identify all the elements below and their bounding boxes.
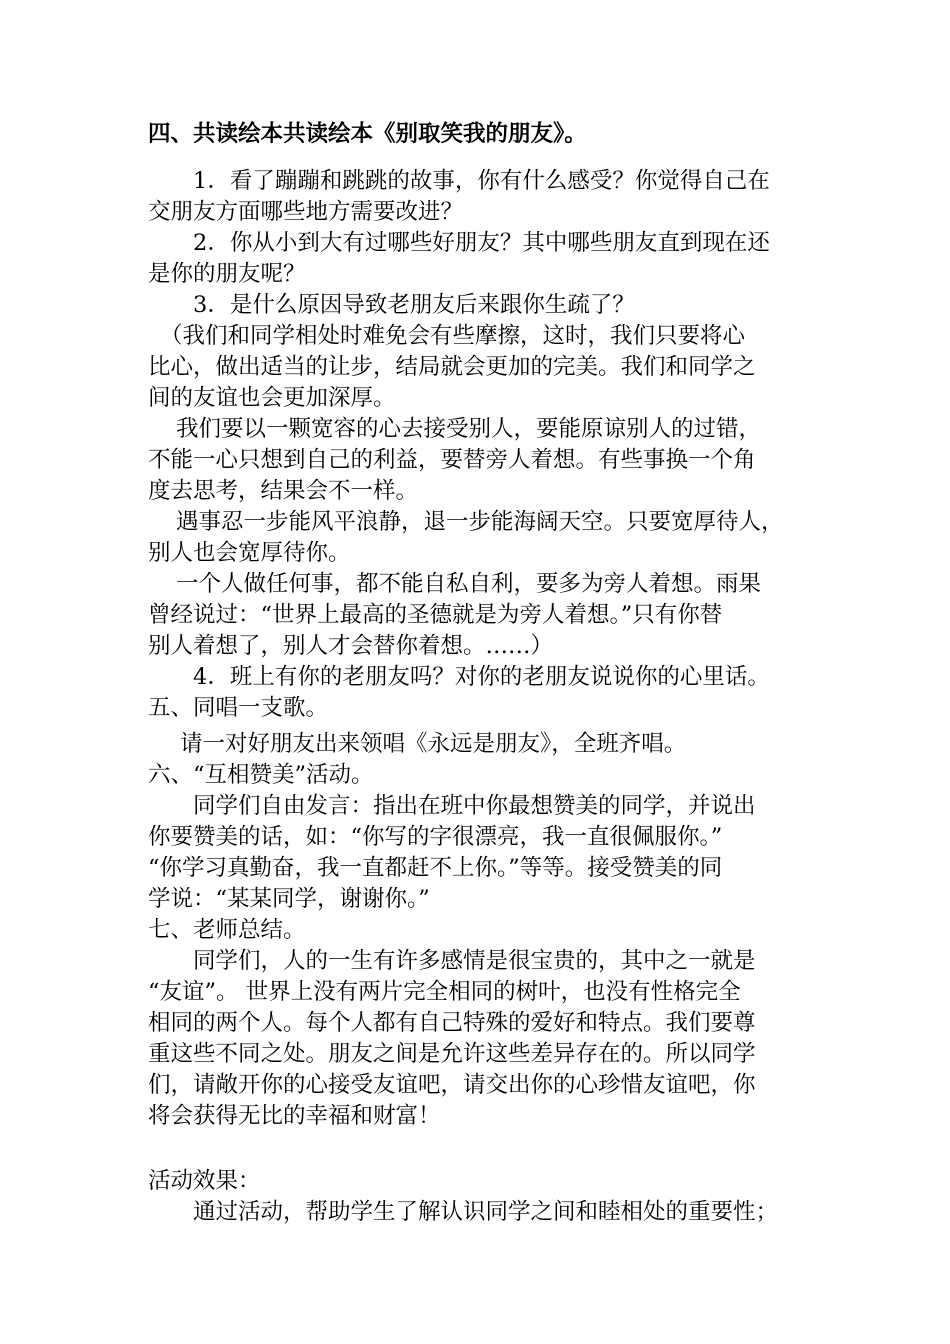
paragraph-1-line-2: 比心，做出适当的让步，结局就会更加的完美。我们和同学之 [148, 354, 756, 380]
section-5-heading: 五、同唱一支歌。 [148, 695, 329, 721]
question-4: 4．班上有你的老朋友吗？对你的老朋友说说你的心里话。 [193, 664, 770, 690]
section-7-line-3: 相同的两个人。每个人都有自己特殊的爱好和特点。我们要尊 [148, 1010, 756, 1036]
section-5-body: 请一对好朋友出来领唱《永远是朋友》，全班齐唱。 [180, 731, 687, 757]
question-1-line-1: 1．看了蹦蹦和跳跳的故事，你有什么感受？你觉得自己在 [193, 168, 770, 194]
section-7-heading: 七、老师总结。 [148, 917, 306, 943]
paragraph-3-line-1: 遇事忍一步能风平浪静，退一步能海阔天空。只要宽厚待人， [176, 509, 784, 535]
paragraph-2-line-1: 我们要以一颗宽容的心去接受别人，要能原谅别人的过错， [176, 416, 762, 442]
activity-effect-heading: 活动效果： [148, 1168, 261, 1194]
question-2-line-2: 是你的朋友呢？ [148, 261, 306, 287]
section-6-line-3: “你学习真勤奋，我一直都赶不上你。”等等。接受赞美的同 [148, 855, 723, 881]
paragraph-4-line-1: 一个人做任何事，都不能自私自利，要多为旁人着想。雨果 [176, 571, 762, 597]
paragraph-4-line-2: 曾经说过：“世界上最高的圣德就是为旁人着想。”只有你替 [148, 602, 723, 628]
section-7-line-1: 同学们，人的一生有许多感情是很宝贵的，其中之一就是 [193, 948, 756, 974]
section-7-line-4: 重这些不同之处。朋友之间是允许这些差异存在的。所以同学 [148, 1041, 756, 1067]
section-6-line-2: 你要赞美的话，如：“你写的字很漂亮，我一直很佩服你。” [148, 824, 723, 850]
section-7-line-2: “友谊”。 世界上没有两片完全相同的树叶，也没有性格完全 [148, 979, 741, 1005]
section-6-line-4: 学说：“某某同学，谢谢你。” [148, 886, 430, 912]
paragraph-4-line-3: 别人着想了，别人才会替你着想。……） [148, 633, 554, 659]
paragraph-2-line-2: 不能一心只想到自己的利益，要替旁人着想。有些事换一个角 [148, 447, 756, 473]
question-1-line-2: 交朋友方面哪些地方需要改进？ [148, 199, 464, 225]
section-6-line-1: 同学们自由发言：指出在班中你最想赞美的同学，并说出 [193, 793, 756, 819]
paragraph-2-line-3: 度去思考，结果会不一样。 [148, 478, 419, 504]
question-3: 3．是什么原因导致老朋友后来跟你生疏了？ [193, 292, 635, 318]
paragraph-1-line-1: （我们和同学相处时难免会有些摩擦，这时，我们只要将心 [160, 323, 746, 349]
section-7-line-5: 们，请敞开你的心接受友谊吧，请交出你的心珍惜友谊吧，你 [148, 1072, 756, 1098]
section-7-line-6: 将会获得无比的幸福和财富！ [148, 1103, 441, 1129]
section-6-heading: 六、“互相赞美”活动。 [148, 762, 374, 788]
paragraph-1-line-3: 间的友谊也会更加深厚。 [148, 385, 396, 411]
activity-effect-line-1: 通过活动，帮助学生了解认识同学之间和睦相处的重要性； [193, 1199, 779, 1225]
question-2-line-1: 2．你从小到大有过哪些好朋友？其中哪些朋友直到现在还 [193, 230, 770, 256]
paragraph-3-line-2: 别人也会宽厚待你。 [148, 540, 351, 566]
section-4-heading: 四、共读绘本共读绘本《别取笑我的朋友》。 [148, 121, 587, 147]
